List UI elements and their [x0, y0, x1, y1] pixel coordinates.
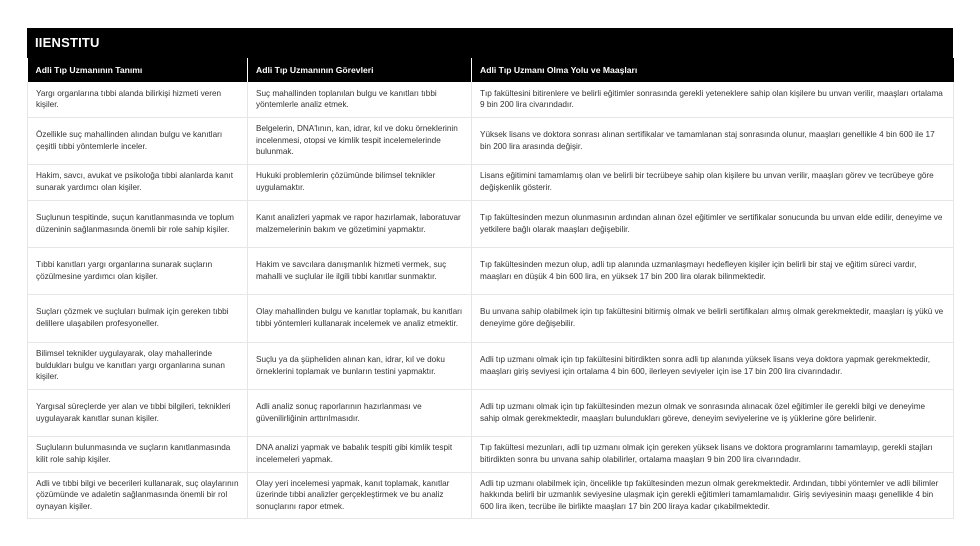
table-cell: Adli tıp uzmanı olmak için tıp fakültesini bitirdikten sonra adli tıp alanında yüksek lisans veya doktora yapmak gerekmektedir, maaşları giriş seviyesi için ortalama 4 bin 600, ilerleyen seviyeler için ise 17 bin 200 lira civarındadır. — [472, 342, 954, 389]
table-cell: Hakim ve savcılara danışmanlık hizmeti vermek, suç mahalli ve suçlular ile ilgili tıbbi kanıtlar sunmaktır. — [248, 247, 472, 294]
table-cell: Özellikle suç mahallinden alından bulgu ve kanıtları çeşitli tıbbi yöntemlerle inceler. — [28, 117, 248, 164]
table-row — [28, 117, 954, 164]
table-cell: Suçlu ya da şüpheliden alınan kan, idrar, kıl ve doku örneklerini toplamak ve bunların testini yapmaktır. — [248, 342, 472, 389]
content-card — [27, 28, 953, 519]
table-cell: Suçluların bulunmasında ve suçların kanıtlanmasında kilit role sahip kişiler. — [28, 436, 248, 472]
table-cell: Adli tıp uzmanı olmak için tıp fakültesinden mezun olmak ve sonrasında alınacak özel eğitimler ile gerekli bilgi ve deneyime sahip olmak gerekmektedir, maaşları bulundukları göreve, deneyim seviyelerine ve iş yüklerine göre belirlenir. — [472, 389, 954, 436]
table-cell: Suç mahallinden toplanılan bulgu ve kanıtları tıbbi yöntemlerle analiz etmek. — [248, 82, 472, 117]
table-cell: Bu unvana sahip olabilmek için tıp fakültesini bitirmiş olmak ve belirli sertifikaları almış olmak gerekmektedir, maaşları iş yükü ve deneyime göre değişebilir. — [472, 294, 954, 342]
table-cell: DNA analizi yapmak ve babalık tespiti gibi kimlik tespit incelemeleri yapmak. — [248, 436, 472, 472]
table-cell: Yüksek lisans ve doktora sonrası alınan sertifikalar ve tamamlanan staj sonrasında olunur, maaşları genellikle 4 bin 600 ile 17 bin 200 lira arasında değişir. — [472, 117, 954, 164]
table-cell: Bilimsel teknikler uygulayarak, olay mahallerinde buldukları bulgu ve kanıtları yargı organlarına sunan kişiler. — [28, 342, 248, 389]
table-cell: Hukuki problemlerin çözümünde bilimsel teknikler uygulamaktır. — [248, 164, 472, 200]
table-row — [28, 389, 954, 436]
table-row — [28, 82, 954, 117]
table-cell: Tıbbi kanıtları yargı organlarına sunarak suçların çözülmesine yardımcı olan kişiler. — [28, 247, 248, 294]
table-cell: Tıp fakültesinden mezun olup, adli tıp alanında uzmanlaşmayı hedefleyen kişiler için belirli bir staj ve eğitim süreci vardır, maaşları en düşük 4 bin 600 lira, en yüksek 17 bin 200 lira olarak bilinmektedir. — [472, 247, 954, 294]
table-cell: Suçlunun tespitinde, suçun kanıtlanmasında ve toplum düzeninin sağlanmasında önemli bir role sahip kişiler. — [28, 200, 248, 247]
table-cell: Olay mahallinden bulgu ve kanıtlar toplamak, bu kanıtları tıbbi yöntemleri kullanarak incelemek ve analiz etmektir. — [248, 294, 472, 342]
table-cell: Yargısal süreçlerde yer alan ve tıbbi bilgileri, teknikleri uygulayarak kanıtlar sunan kişiler. — [28, 389, 248, 436]
table-cell: Adli tıp uzmanı olabilmek için, öncelikle tıp fakültesinden mezun olmak gerekmektedir. Ardından, tıbbi yöntemler ve adli bilimler hakkında belirli bir uzmanlık seviyesine ulaşmak için gerekli eğitimleri tamamlamalıdır. Giriş seviyesinin maaşı genellikle 4 bin 600 lira iken, tecrübe ile birlikte maaşları 17 bin 200 liraya kadar çıkabilmektedir. — [472, 472, 954, 518]
brand-title: IIENSTITU — [27, 28, 953, 58]
column-header-duties: Adli Tıp Uzmanının Görevleri — [248, 58, 472, 82]
table-cell: Kanıt analizleri yapmak ve rapor hazırlamak, laboratuvar malzemelerinin bakım ve gözetimini yapmaktır. — [248, 200, 472, 247]
table-cell: Tıp fakültesinden mezun olunmasının ardından alınan özel eğitimler ve sertifikalar sonucunda bu unvan elde edilir, deneyime ve yetkilere bağlı olarak maaşları değişebilir. — [472, 200, 954, 247]
table-cell: Suçları çözmek ve suçluları bulmak için gereken tıbbi delillere ulaşabilen profesyoneller. — [28, 294, 248, 342]
table-row — [28, 164, 954, 200]
column-header-path-and-salary: Adli Tıp Uzmanı Olma Yolu ve Maaşları — [472, 58, 954, 82]
info-table — [27, 58, 954, 519]
table-cell: Yargı organlarına tıbbi alanda bilirkişi hizmeti veren kişiler. — [28, 82, 248, 117]
table-row — [28, 200, 954, 247]
column-header-definition: Adli Tıp Uzmanının Tanımı — [28, 58, 248, 82]
table-cell: Tıp fakültesi mezunları, adli tıp uzmanı olmak için gereken yüksek lisans ve doktora programlarını tamamlayıp, gerekli stajları bitirdikten sonra bu unvana sahip olabilirler, ortalama maaşları 9 bin 200 lira civarındadır. — [472, 436, 954, 472]
table-row — [28, 294, 954, 342]
table-cell: Hakim, savcı, avukat ve psikoloğa tıbbi alanlarda kanıt sunarak yardımcı olan kişiler. — [28, 164, 248, 200]
table-row — [28, 436, 954, 472]
table-header-row — [28, 58, 954, 82]
table-cell: Olay yeri incelemesi yapmak, kanıt toplamak, kanıtlar üzerinde tıbbi analizler gerçekleştirmek ve bu analiz sonuçlarını rapor etmek. — [248, 472, 472, 518]
table-cell: Adli ve tıbbi bilgi ve becerileri kullanarak, suç olaylarının çözümünde ve adaletin sağlanmasında önemli bir rol oynayan kişiler. — [28, 472, 248, 518]
table-cell: Belgelerin, DNA'lının, kan, idrar, kıl ve doku örneklerinin incelenmesi, otopsi ve kimlik tespit incelemelerinde bulunmak. — [248, 117, 472, 164]
table-cell: Adli analiz sonuç raporlarının hazırlanması ve güvenilirliğinin arttırılmasıdır. — [248, 389, 472, 436]
table-cell: Tıp fakültesini bitirenlere ve belirli eğitimler sonrasında gerekli yeteneklere sahip olan kişilere bu unvan verilir, maaşları ortalama 9 bin 200 lira civarındadır. — [472, 82, 954, 117]
table-row — [28, 342, 954, 389]
table-row — [28, 247, 954, 294]
table-row — [28, 472, 954, 518]
table-cell: Lisans eğitimini tamamlamış olan ve belirli bir tecrübeye sahip olan kişilere bu unvan verilir, maaşları görev ve tecrübeye göre değişkenlik gösterir. — [472, 164, 954, 200]
